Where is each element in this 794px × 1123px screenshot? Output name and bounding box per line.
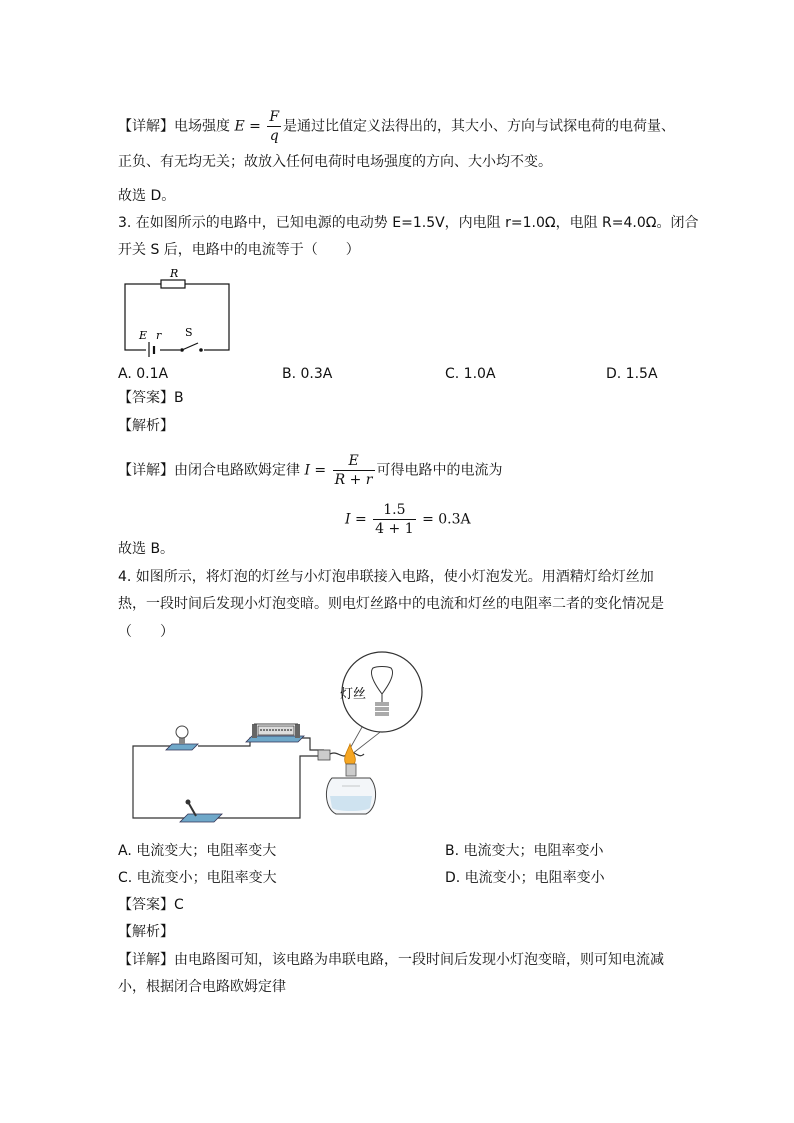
detail-lead: 电场强度 [174,118,230,135]
q3-detail-tag: 【详解】 [118,462,174,479]
choice-line: 故选 D。 [118,188,176,204]
q4-stem-line-2: 热，一段时间后发现小灯泡变暗。则电灯丝路中的电流和灯丝的电阻率二者的变化情况是 [118,596,664,612]
q3-stem-line-1: 3. 在如图所示的电路中，已知电源的电动势 E=1.5V，内电阻 r=1.0Ω，电阻 R=4.0Ω。闭合 [118,215,699,231]
q3-analysis-heading: 【解析】 [118,418,174,434]
q4-analysis-heading: 【解析】 [118,924,174,940]
field-formula-fraction [267,108,281,145]
detail-tag: 【详解】 [118,118,174,135]
q4-experiment-figure [128,646,438,826]
formula-denominator: q [269,128,279,144]
q4-detail-line-2: 小，根据闭合电路欧姆定律 [118,979,286,995]
rheostat [246,724,304,742]
q4-stem-line-3: （ ） [118,624,174,640]
q3-answer: 【答案】B [118,390,184,406]
q3-stem-line-2: 开关 S 后，电路中的电流等于（ ） [118,242,360,258]
q4-answer: 【答案】C [118,897,184,913]
q3-detail-lead: 由闭合电路欧姆定律 [174,462,300,479]
switch-contact-right [199,348,203,352]
circuit-wire-loop [133,746,318,818]
small-bulb [166,726,198,750]
calc-result: = 0.3A [422,511,471,528]
law-lhs: I = [304,462,327,479]
label-S: S [185,326,193,339]
q4-option-b: B. 电流变大；电阻率变小 [445,843,604,859]
q3-detail-tail: 可得电路中的电流为 [376,462,503,479]
field-formula-lhs: E = [234,118,261,135]
q4-option-a: A. 电流变大；电阻率变大 [118,843,277,859]
label-r: r [156,329,162,342]
calc-lhs: I = [345,511,367,528]
detail-line-2: 正负、有无均无关；故放入任何电荷时电场强度的方向、大小均不变。 [118,154,552,170]
calc-denominator: 4 + 1 [375,521,414,537]
q3-circuit-diagram [118,264,238,358]
filament-label: 灯丝 [340,687,367,702]
calc-numerator: 1.5 [373,501,415,520]
q3-option-c: C. 1.0A [445,366,496,382]
q3-option-b: B. 0.3A [282,366,333,382]
law-numerator: E [333,452,375,471]
label-E: E [139,329,148,342]
calc-fraction [373,501,415,538]
law-denominator: R + r [334,472,373,488]
q3-calculation [345,501,471,538]
q4-option-d: D. 电流变小；电阻率变小 [445,870,605,886]
formula-numerator: F [269,109,280,125]
wire-to-filament [298,738,324,750]
q3-detail-line [118,452,503,489]
q3-option-d: D. 1.5A [606,366,658,382]
q4-detail-line-1: 【详解】由电路图可知，该电路为串联电路，一段时间后发现小灯泡变暗，则可知电流减 [118,952,664,968]
detail-line-1 [118,108,675,145]
q3-choice: 故选 B。 [118,541,175,557]
q4-stem-line-1: 4. 如图所示，将灯泡的灯丝与小灯泡串联接入电路，使小灯泡发光。用酒精灯给灯丝加 [118,569,654,585]
q4-option-c: C. 电流变小；电阻率变大 [118,870,277,886]
resistor-R [161,280,185,288]
label-R: R [170,267,179,280]
knife-switch [180,800,222,823]
law-fraction [333,452,375,489]
q3-option-a: A. 0.1A [118,366,169,382]
alcohol-lamp [326,744,375,814]
detail-tail: 是通过比值定义法得出的，其大小、方向与试探电荷的电荷量、 [283,118,676,135]
